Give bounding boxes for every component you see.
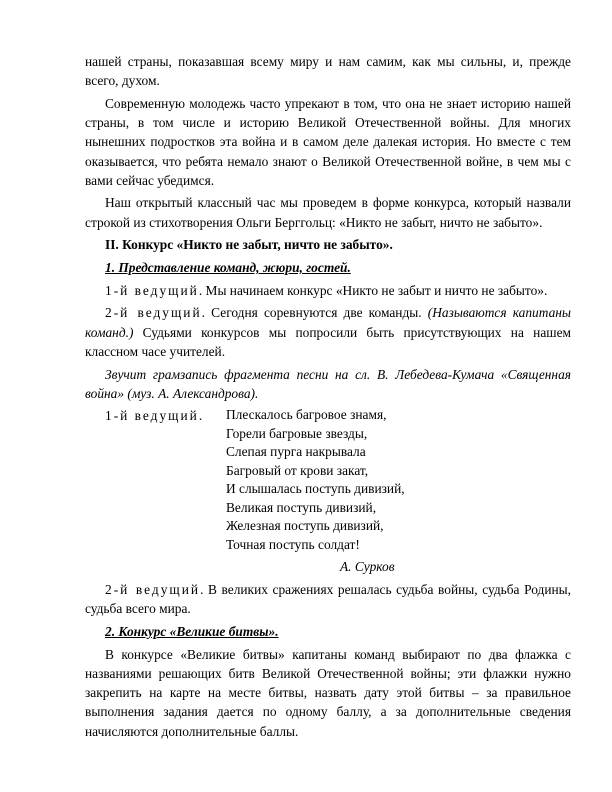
speaker-text: . В великих сражениях решалась судьба войны, судьба Родины, судьба всего мира. xyxy=(85,582,571,617)
paragraph-intro-end: нашей страны, показавшая всему миру и нам самим, как мы сильны, и, прежде всего, духом. xyxy=(85,54,571,89)
poem-line: Багровый от крови закат, xyxy=(226,462,369,478)
speaker-text: Судьями конкурсов мы попросили быть присутствующих на нашем классном часе учителей. xyxy=(85,324,571,359)
poem-line: Великая поступь дивизий, xyxy=(226,499,377,515)
subheading-teams-text: 1. Представление команд, жюри, гостей. xyxy=(105,260,351,276)
speaker-label: 2-й ведущий xyxy=(105,305,202,321)
speaker-label: 1-й ведущий xyxy=(105,282,199,298)
poem-line: Точная поступь солдат! xyxy=(226,536,360,552)
speaker-label: 1-й ведущий. xyxy=(105,408,205,424)
section-heading-contest: II. Конкурс «Никто не забыт, ничто не забыто». xyxy=(105,237,393,253)
poem-lines xyxy=(226,406,571,554)
poem-line: Железная поступь дивизий, xyxy=(226,518,384,534)
subheading-battles-text: 2. Конкурс «Великие битвы». xyxy=(105,624,279,640)
subheading-teams xyxy=(85,258,571,277)
poem-line: И слышалась поступь дивизий, xyxy=(226,481,405,497)
poem-line: Плескалось багровое знамя, xyxy=(226,407,387,423)
poem-author: А. Сурков xyxy=(340,559,395,575)
paragraph-battles-rules: В конкурсе «Великие битвы» капитаны команд выбирают по два флажка с названиями решающих битв Великой Отечественной войны; эти флажки нужно закрепить на карте на месте битвы, назвать дату этой битвы – за правильное выполнения задания дается по одному баллу, а за дополнительные сведения начисляются дополнительные баллы. xyxy=(85,646,571,739)
speaker-text: . Сегодня соревнуются две команды. xyxy=(201,305,428,321)
poem-speaker xyxy=(85,406,226,554)
speaker-text: . Мы начинаем конкурс «Никто не забыт и ничто не забыто». xyxy=(198,282,548,298)
stage-direction-song: Звучит грамзапись фрагмента песни на сл. В. Лебедева-Кумача «Священная война» (муз. А. Александрова). xyxy=(85,366,571,401)
paragraph-host2-battles xyxy=(85,580,571,618)
document-page xyxy=(85,52,571,744)
stage-direction: (Называются капитаны команд.) xyxy=(85,305,571,340)
paragraph-youth: Современную молодежь часто упрекают в том, что она не знает историю нашей страны, в том числе и историю Великой Отечественной войны. Для многих нынешних подростков эта война и в самом деле далекая история. Но вместе с тем оказывается, что ребята немало знают о Великой Отечественной войне, в чем мы с вами сейчас убедимся. xyxy=(85,95,571,188)
poem-line: Слепая пурга накрывала xyxy=(226,444,366,460)
speaker-label: 2-й ведущий xyxy=(105,582,201,598)
poem-block xyxy=(85,406,571,554)
paragraph-host2-teams xyxy=(85,303,571,361)
poem-line: Горели багровые звезды, xyxy=(226,425,368,441)
subheading-battles xyxy=(85,622,571,641)
paragraph-host1-start xyxy=(85,281,571,300)
paragraph-class-hour: Наш открытый классный час мы проведем в форме конкурса, который назвали строкой из стихотворения Ольги Берггольц: «Никто не забыт, ничто не забыто». xyxy=(85,195,571,230)
